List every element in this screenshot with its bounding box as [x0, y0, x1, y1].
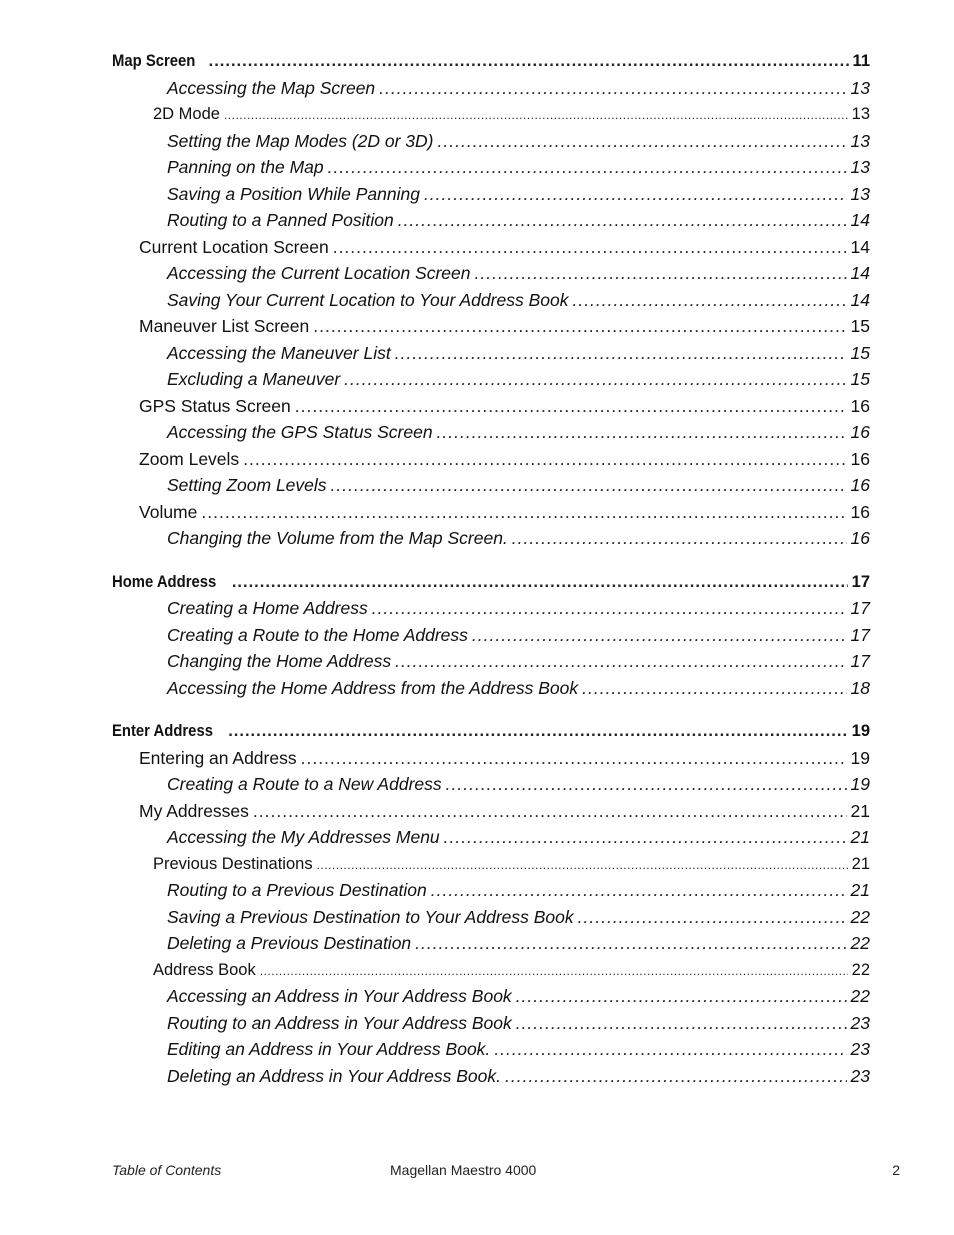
- dot-leader: [512, 525, 847, 552]
- section-spacer: [112, 552, 870, 569]
- dot-leader: [516, 1010, 847, 1037]
- toc-entry-title: Routing to an Address in Your Address Book: [167, 1012, 512, 1033]
- toc-entry-page-number: 16: [850, 395, 870, 416]
- dot-leader: [260, 958, 848, 985]
- dot-leader: [253, 798, 847, 825]
- toc-topic-entry[interactable]: [112, 648, 870, 675]
- toc-topic-entry[interactable]: [112, 472, 870, 499]
- dot-leader: [328, 154, 847, 181]
- dot-leader: [505, 1063, 847, 1090]
- dot-leader: [317, 852, 848, 879]
- toc-chapter-entry[interactable]: [112, 718, 870, 745]
- toc-entry-title: Saving a Previous Destination to Your Address Book: [167, 906, 574, 927]
- toc-entry-title: Saving a Position While Panning: [167, 183, 420, 204]
- toc-section-entry[interactable]: [112, 957, 870, 984]
- dot-leader: [582, 675, 846, 702]
- toc-entry-page-number: 17: [850, 651, 870, 671]
- toc-entry-title: Deleting an Address in Your Address Book.: [167, 1065, 501, 1086]
- dot-leader: [472, 622, 847, 649]
- toc-entry-page-number: 16: [850, 448, 870, 469]
- toc-topic-entry[interactable]: [112, 595, 870, 622]
- toc-entry-title: Map Screen: [112, 52, 196, 70]
- toc-entry-page-number: 23: [850, 1012, 870, 1033]
- toc-entry-title: Routing to a Panned Position: [167, 210, 394, 230]
- dot-leader: [372, 595, 847, 622]
- toc-entry-page-number: 13: [850, 130, 870, 151]
- toc-topic-entry[interactable]: [112, 1036, 870, 1063]
- toc-entry-page-number: 15: [850, 369, 870, 389]
- toc-entry-title: Zoom Levels: [139, 448, 240, 469]
- toc-topic-entry[interactable]: [112, 930, 870, 957]
- toc-topic-entry[interactable]: [112, 340, 870, 367]
- dot-leader: [494, 1036, 846, 1063]
- toc-entry-page-number: 13: [851, 105, 870, 123]
- toc-entry-title: Home Address: [112, 572, 217, 591]
- dot-leader: [395, 340, 847, 367]
- dot-leader: [379, 75, 846, 102]
- toc-topic-entry[interactable]: [112, 287, 870, 314]
- toc-entry-page-number: 19: [850, 747, 870, 768]
- toc-section-entry[interactable]: [112, 851, 870, 878]
- footer-page-number: 2: [892, 1162, 900, 1178]
- toc-topic-entry[interactable]: [112, 154, 870, 181]
- toc-entry-title: Accessing the Current Location Screen: [167, 263, 471, 283]
- toc-entry-title: Setting the Map Modes (2D or 3D): [167, 130, 434, 151]
- toc-entry-page-number: 22: [850, 986, 870, 1006]
- dot-leader: [424, 181, 847, 208]
- toc-entry-page-number: 21: [851, 854, 870, 873]
- toc-entry-page-number: 16: [850, 528, 870, 548]
- dot-leader: [516, 983, 847, 1010]
- toc-entry-page-number: 14: [850, 263, 870, 283]
- toc-entry-page-number: 23: [850, 1039, 870, 1059]
- table-of-contents: [112, 48, 870, 1089]
- toc-entry-page-number: 21: [850, 880, 870, 900]
- dot-leader: [313, 313, 846, 340]
- dot-leader: [295, 393, 847, 420]
- footer-section-title: Table of Contents: [112, 1162, 222, 1178]
- dot-leader: [243, 446, 846, 473]
- toc-entry-title: Accessing the Maneuver List: [167, 342, 391, 363]
- toc-entry-title: GPS Status Screen: [139, 395, 291, 416]
- toc-entry-page-number: 16: [850, 501, 870, 522]
- toc-topic-entry[interactable]: [112, 824, 870, 851]
- dot-leader: [578, 904, 847, 931]
- toc-entry-page-number: 11: [852, 52, 870, 70]
- toc-entry-page-number: 17: [851, 572, 870, 591]
- toc-entry-title: Changing the Volume from the Map Screen.: [167, 528, 508, 548]
- toc-topic-entry[interactable]: [112, 675, 870, 702]
- toc-entry-title: Changing the Home Address: [167, 651, 392, 671]
- toc-topic-entry[interactable]: [112, 128, 870, 155]
- dot-leader: [395, 648, 846, 675]
- toc-entry-title: Maneuver List Screen: [139, 316, 310, 336]
- toc-entry-title: Enter Address: [112, 722, 213, 740]
- toc-topic-entry[interactable]: [112, 1063, 870, 1090]
- toc-entry-title: Accessing the My Addresses Menu: [167, 827, 440, 847]
- toc-entry-page-number: 15: [850, 342, 870, 363]
- toc-entry-page-number: 19: [850, 774, 870, 794]
- dot-leader: [446, 771, 847, 798]
- toc-topic-entry[interactable]: [112, 904, 870, 931]
- toc-entry-page-number: 14: [850, 210, 870, 230]
- dot-leader: [437, 419, 847, 446]
- toc-section-entry[interactable]: [112, 393, 870, 420]
- dot-leader: [209, 48, 849, 75]
- toc-topic-entry[interactable]: [112, 366, 870, 393]
- dot-leader: [431, 877, 847, 904]
- toc-entry-page-number: 13: [850, 157, 870, 177]
- toc-topic-entry[interactable]: [112, 1010, 870, 1037]
- toc-topic-entry[interactable]: [112, 75, 870, 102]
- toc-entry-page-number: 23: [850, 1065, 870, 1086]
- section-spacer: [112, 701, 870, 718]
- toc-chapter-entry[interactable]: [112, 569, 870, 596]
- toc-entry-title: Saving Your Current Location to Your Address Book: [167, 289, 569, 310]
- dot-leader: [475, 260, 847, 287]
- dot-leader: [333, 234, 847, 261]
- dot-leader: [444, 824, 847, 851]
- footer-product-name: Magellan Maestro 4000: [390, 1162, 537, 1178]
- dot-leader: [344, 366, 846, 393]
- toc-entry-title: 2D Mode: [153, 105, 220, 123]
- toc-topic-entry[interactable]: [112, 260, 870, 287]
- toc-entry-page-number: 17: [850, 624, 870, 645]
- toc-entry-page-number: 17: [850, 598, 870, 618]
- toc-entry-title: Panning on the Map: [167, 157, 324, 177]
- toc-entry-title: My Addresses: [139, 800, 249, 821]
- toc-topic-entry[interactable]: [112, 983, 870, 1010]
- toc-entry-title: Accessing the Map Screen: [167, 77, 376, 98]
- toc-entry-title: Excluding a Maneuver: [167, 369, 341, 389]
- toc-section-entry[interactable]: [112, 446, 870, 473]
- dot-leader: [415, 930, 846, 957]
- dot-leader: [224, 102, 848, 129]
- dot-leader: [228, 718, 847, 745]
- toc-entry-page-number: 22: [850, 933, 870, 953]
- toc-section-entry[interactable]: [112, 798, 870, 825]
- toc-entry-title: Accessing an Address in Your Address Book: [167, 986, 512, 1006]
- toc-topic-entry[interactable]: [112, 622, 870, 649]
- toc-entry-page-number: 14: [850, 289, 870, 310]
- toc-entry-page-number: 19: [851, 722, 870, 740]
- toc-entry-title: Accessing the GPS Status Screen: [167, 422, 433, 442]
- toc-entry-page-number: 15: [850, 316, 870, 336]
- toc-entry-page-number: 13: [850, 183, 870, 204]
- toc-chapter-entry[interactable]: [112, 48, 870, 75]
- dot-leader: [331, 472, 847, 499]
- toc-entry-title: Current Location Screen: [139, 236, 329, 257]
- toc-entry-title: Editing an Address in Your Address Book.: [167, 1039, 491, 1059]
- toc-entry-title: Previous Destinations: [153, 854, 313, 873]
- toc-entry-title: Deleting a Previous Destination: [167, 933, 412, 953]
- toc-entry-title: Routing to a Previous Destination: [167, 880, 427, 900]
- toc-section-entry[interactable]: [112, 499, 870, 526]
- toc-topic-entry[interactable]: [112, 525, 870, 552]
- toc-topic-entry[interactable]: [112, 181, 870, 208]
- dot-leader: [301, 745, 847, 772]
- toc-section-entry[interactable]: [112, 313, 870, 340]
- dot-leader: [438, 128, 847, 155]
- toc-topic-entry[interactable]: [112, 771, 870, 798]
- page-footer: [112, 1162, 900, 1182]
- toc-entry-title: Creating a Route to the Home Address: [167, 624, 468, 645]
- toc-entry-title: Accessing the Home Address from the Address Book: [167, 677, 579, 698]
- toc-topic-entry[interactable]: [112, 877, 870, 904]
- toc-entry-title: Address Book: [153, 960, 256, 979]
- toc-entry-title: Volume: [139, 501, 198, 522]
- toc-entry-title: Setting Zoom Levels: [167, 475, 327, 495]
- dot-leader: [398, 207, 847, 234]
- dot-leader: [201, 499, 846, 526]
- toc-topic-entry[interactable]: [112, 207, 870, 234]
- dot-leader: [232, 569, 848, 596]
- toc-entry-page-number: 22: [851, 960, 870, 979]
- toc-section-entry[interactable]: [112, 745, 870, 772]
- toc-topic-entry[interactable]: [112, 419, 870, 446]
- toc-entry-page-number: 13: [850, 77, 870, 98]
- toc-entry-page-number: 18: [850, 677, 870, 698]
- toc-entry-page-number: 21: [850, 827, 870, 847]
- toc-entry-page-number: 16: [850, 422, 870, 442]
- toc-entry-page-number: 21: [850, 800, 870, 821]
- dot-leader: [572, 287, 846, 314]
- toc-section-entry[interactable]: [112, 234, 870, 261]
- toc-entry-title: Creating a Route to a New Address: [167, 774, 442, 794]
- toc-entry-page-number: 16: [850, 475, 870, 495]
- toc-entry-page-number: 22: [850, 906, 870, 927]
- toc-entry-title: Entering an Address: [139, 747, 297, 768]
- toc-section-entry[interactable]: [112, 101, 870, 128]
- toc-entry-title: Creating a Home Address: [167, 598, 368, 618]
- toc-entry-page-number: 14: [850, 236, 870, 257]
